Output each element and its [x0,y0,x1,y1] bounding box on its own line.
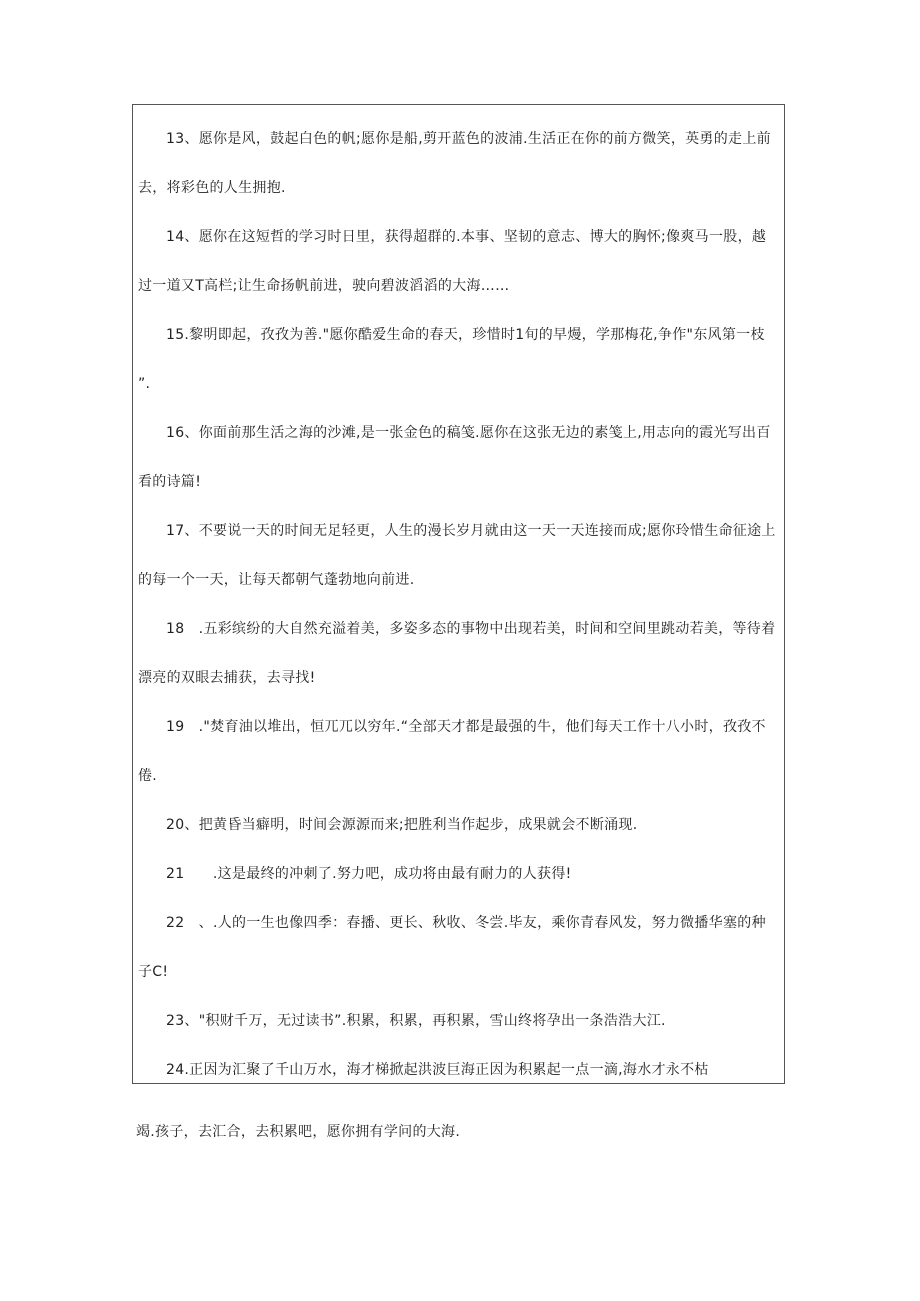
text-frame [132,104,785,1084]
paragraph-16-line-2: 看的诗篇! [138,474,202,490]
paragraph-14-line-1: 14、愿你在这短哲的学习时日里，获得超群的.本事、坚韧的意志、博大的胸怀;像爽马一股，越 [166,229,767,245]
paragraph-19-line-1: 19 ."焚育油以堆出，恒兀兀以穷年.“全部天才都是最强的牛，他们每天工作十八小时，孜孜不 [166,719,766,735]
paragraph-15-line-1: 15.黎明即起，孜孜为善."愿你酷爱生命的春天，珍惜时1旬的早熳，学那梅花,争作"东风第一枝 [166,327,765,343]
paragraph-22-line-1: 22 、.人的一生也像四季：春播、更长、秋收、冬尝.毕友，乘你青春风发，努力微播华塞的种 [166,915,766,931]
paragraph-18-line-1: 18 .五彩缤纷的大自然充溢着美，多姿多态的事物中出现若美，时间和空间里跳动若美，等待着 [166,621,776,637]
paragraph-24-line-1: 24.正因为汇聚了千山万水，海才梯掀起洪波巨海正因为积累起一点一滴,海水才永不枯 [166,1062,709,1078]
paragraph-22-line-2: 子C! [138,964,169,980]
paragraph-13-line-1: 13、愿你是风，鼓起白色的帆;愿你是船,剪开蓝色的波浦.生活正在你的前方微笑，英勇的走上前 [166,131,771,147]
paragraph-21-line-1: 21 .这是最终的冲刺了.努力吧，成功将由最有耐力的人获得! [166,866,572,882]
continuation-line: 竭.孩子，去汇合，去积累吧，愿你拥有学问的大海. [136,1124,461,1140]
paragraph-17-line-2: 的每一个一天，让每天都朝气蓬勃地向前进. [138,572,415,588]
paragraph-17-line-1: 17、不要说一天的时间无足轻更，人生的漫长岁月就由这一天一天连接而成;愿你玲惜生命征途上 [166,523,776,539]
paragraph-19-line-2: 倦. [138,768,158,784]
paragraph-23-line-1: 23、"积财千万，无过读书”.积累，积累，再积累，雪山终将孕出一条浩浩大江. [166,1013,666,1029]
paragraph-14-line-2: 过一道又T高栏;让生命扬帆前进，驶向碧波滔滔的大海…… [138,278,510,294]
paragraph-13-line-2: 去，将彩色的人生拥抱. [138,180,286,196]
paragraph-15-line-2: ”. [138,376,151,392]
paragraph-16-line-1: 16、你面前那生活之海的沙滩,是一张金色的稿笺.愿你在这张无边的素笺上,用志向的霞光写出百 [166,425,771,441]
paragraph-18-line-2: 漂亮的双眼去捕获，去寻找! [138,670,316,686]
paragraph-20-line-1: 20、把黄昏当癖明，时间会源源而来;把胜利当作起步，成果就会不断涌现. [166,817,638,833]
